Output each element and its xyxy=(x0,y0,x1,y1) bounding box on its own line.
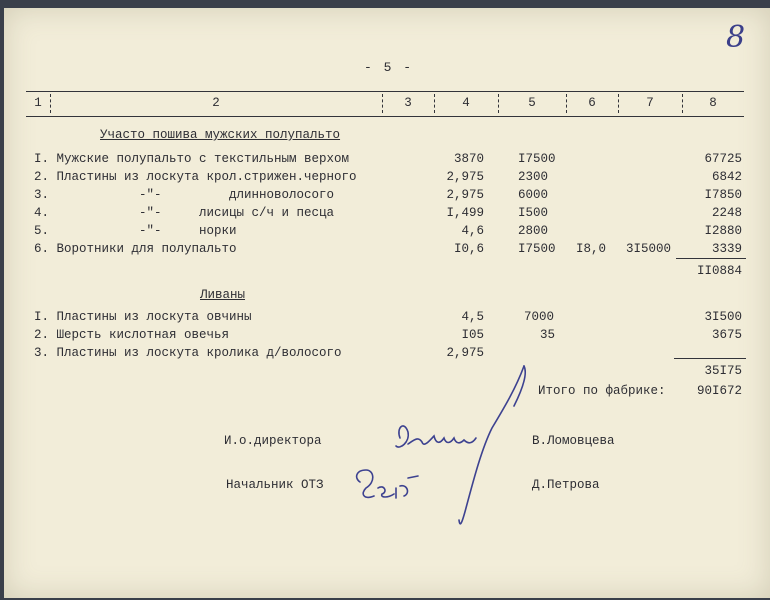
section-subtotal: II0884 xyxy=(696,264,742,278)
header-col-8: 8 xyxy=(709,96,717,110)
cell-col-4: I0,6 xyxy=(453,242,484,256)
cell-col-8: I2880 xyxy=(704,224,742,238)
signature-role: Начальник ОТЗ xyxy=(226,478,324,492)
cell-col-8: I7850 xyxy=(704,188,742,202)
cell-col-4: I05 xyxy=(461,328,484,342)
signature-role: И.о.директора xyxy=(224,434,322,448)
cell-col-5: 7000 xyxy=(524,310,555,324)
header-col-1: 1 xyxy=(34,96,42,110)
header-col-2: 2 xyxy=(212,96,220,110)
cell-col-8: 3I500 xyxy=(704,310,742,324)
row-label: 2. Пластины из лоскута крол.стрижен.черного xyxy=(34,170,357,184)
section-title: Ливаны xyxy=(200,288,246,302)
row-label: 6. Воротники для полупальто xyxy=(34,242,237,256)
cell-col-5: I500 xyxy=(518,206,549,220)
cell-col-8: 3675 xyxy=(711,328,742,342)
ots-signature xyxy=(357,470,418,498)
cell-col-6: I8,0 xyxy=(576,242,607,256)
total-label: Итого по фабрике: xyxy=(538,384,666,398)
document-page xyxy=(4,8,770,598)
cell-col-4: 2,975 xyxy=(446,346,484,360)
cell-col-4: 4,5 xyxy=(461,310,484,324)
row-label: I. Мужские полупальто с текстильным верхом xyxy=(34,152,350,166)
signature-name: Д.Петрова xyxy=(532,478,600,492)
cell-col-8: 3339 xyxy=(711,242,742,256)
cell-col-5: I7500 xyxy=(518,152,556,166)
header-col-7: 7 xyxy=(646,96,654,110)
cell-col-5: 35 xyxy=(540,328,556,342)
cell-col-8: 2248 xyxy=(711,206,742,220)
cell-col-8: 6842 xyxy=(711,170,742,184)
cell-col-8: 67725 xyxy=(704,152,742,166)
cell-col-4: 3870 xyxy=(453,152,484,166)
handwritten-signatures-graphic xyxy=(4,8,770,598)
header-col-3: 3 xyxy=(404,96,412,110)
section-subtotal: 35I75 xyxy=(704,364,742,378)
row-label: 4. -"- лисицы с/ч и песца xyxy=(34,206,335,220)
cell-col-5: I7500 xyxy=(518,242,556,256)
header-col-4: 4 xyxy=(462,96,470,110)
row-label: I. Пластины из лоскута овчины xyxy=(34,310,252,324)
cell-col-5: 6000 xyxy=(518,188,549,202)
row-label: 5. -"- норки xyxy=(34,224,237,238)
signature-name: В.Ломовцева xyxy=(532,434,615,448)
cell-col-4: 4,6 xyxy=(461,224,484,238)
header-col-5: 5 xyxy=(528,96,536,110)
cell-col-5: 2800 xyxy=(518,224,549,238)
handwritten-page-number: 8 xyxy=(726,20,746,55)
cell-col-4: 2,975 xyxy=(446,170,484,184)
cell-col-4: I,499 xyxy=(446,206,484,220)
row-label: 3. Пластины из лоскута кролика д/волосого xyxy=(34,346,342,360)
row-label: 3. -"- длинноволосого xyxy=(34,188,335,202)
row-label: 2. Шерсть кислотная овечья xyxy=(34,328,230,342)
director-signature xyxy=(396,366,525,524)
header-col-6: 6 xyxy=(588,96,596,110)
cell-col-4: 2,975 xyxy=(446,188,484,202)
total-value: 90I672 xyxy=(696,384,742,398)
cell-col-7: 3I5000 xyxy=(626,242,672,256)
cell-col-5: 2300 xyxy=(518,170,549,184)
page-marker: - 5 - xyxy=(364,60,414,75)
section-title: Участо пошива мужских полупальто xyxy=(100,128,341,142)
